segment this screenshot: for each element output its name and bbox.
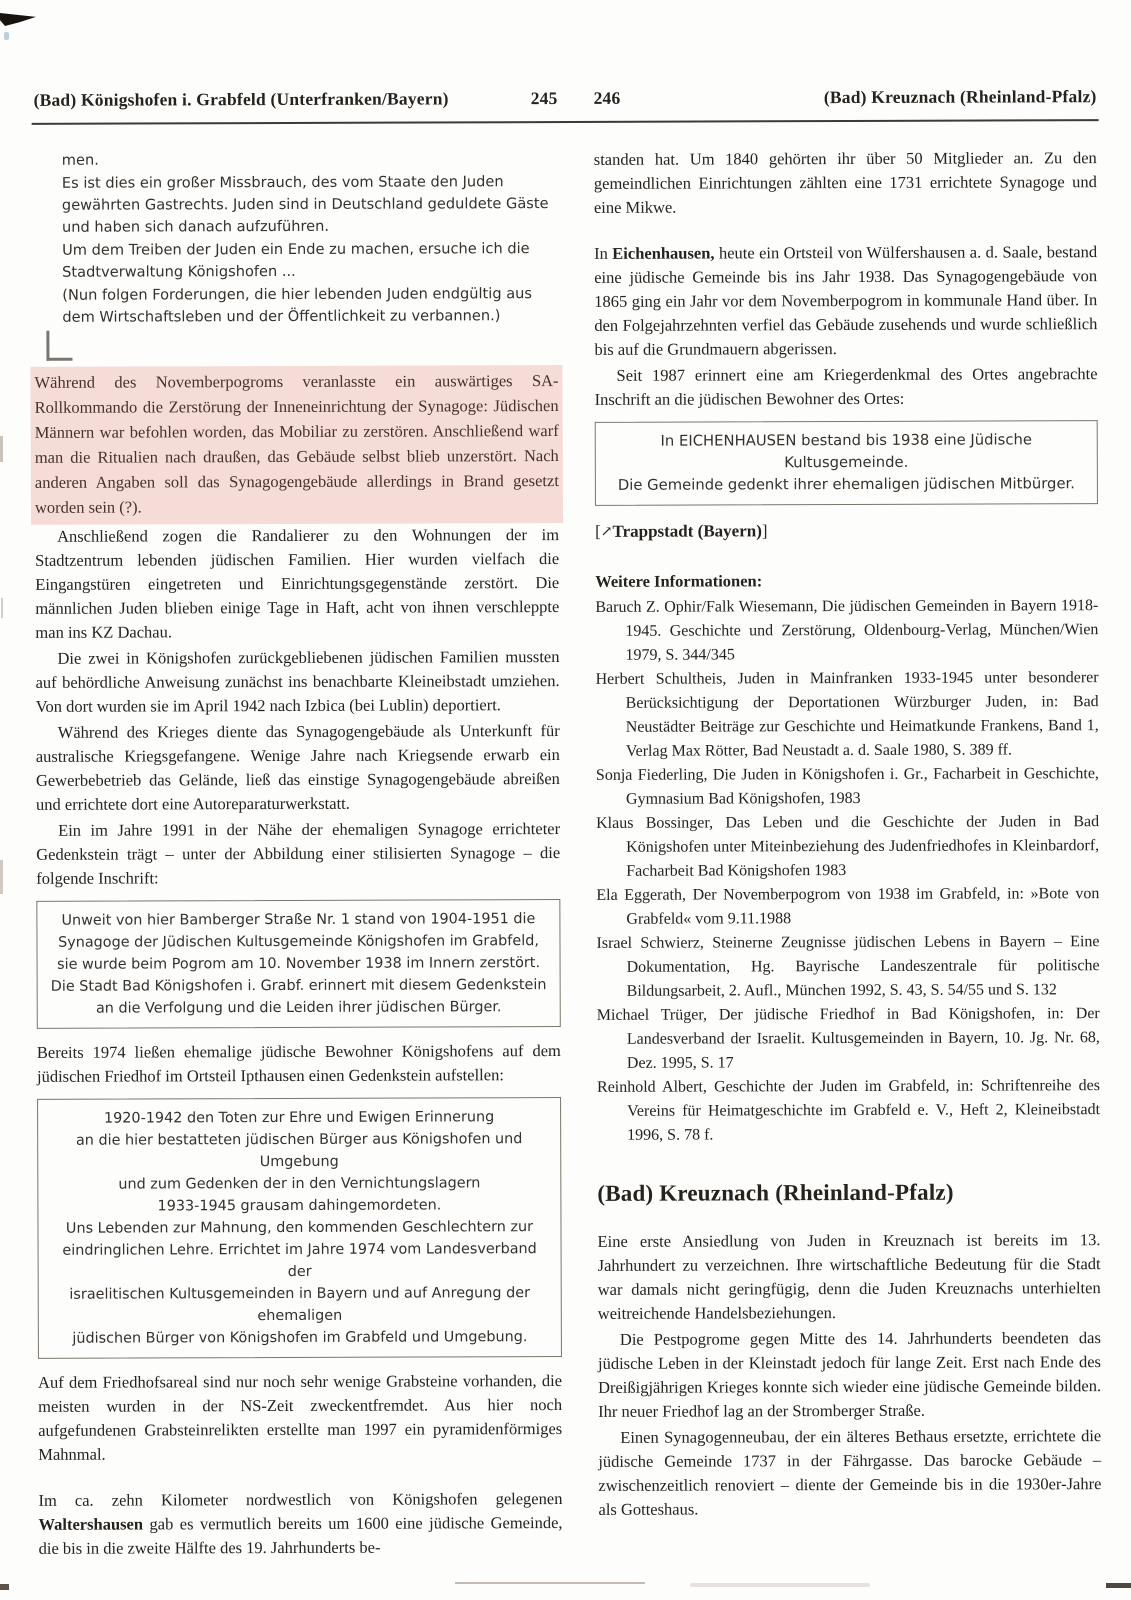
- paragraph-text: In: [594, 243, 613, 263]
- quote-paragraph: (Nun folgen Forderungen, die hier lebenden Juden endgültig aus dem Wirtschaftsleben und der Öffentlichkeit zu verbannen.): [62, 285, 533, 326]
- inscription-line: und zum Gedenken der in den Vernichtungslagern: [118, 1175, 481, 1193]
- inscription-line: an die hier bestatteten jüdischen Bürger aus Königshofen und Umgebung: [75, 1131, 523, 1171]
- paragraph-text: Im ca. zehn Kilometer nordwestlich von Königshofen gelegenen: [38, 1489, 563, 1510]
- cross-reference: [595, 518, 1098, 546]
- inscription-line: israelitischen Kultusgemeinden in Bayern und auf Anregung der ehemaligen: [69, 1285, 531, 1325]
- inscription-line: eindringlichen Lehre. Errichtet im Jahre 1974 vom Landesverband der: [62, 1241, 537, 1280]
- paragraph-pestpogrome: Die Pestpogrome gegen Mitte des 14. Jahrhunderts beendeten das jüdische Leben in der Kleinstadt jedoch für lange Zeit. Erst nach Ende des Dreißigjährigen Krieges konnte sich wieder eine jüdische Gemeinde bilden. Ihr neuer Friedhof lag an der Stromberger Straße.: [597, 1328, 1102, 1421]
- paragraph-bereits-1974: Bereits 1974 ließen ehemalige jüdische Bewohner Königshofens auf dem jüdischen Friedhof im Ortsteil Ipthausen einen Gedenkstein aufstellen:: [36, 1041, 561, 1086]
- paragraph-text: heute ein Ortsteil von Wülfershausen a. d. Saale, bestand eine jüdische Gemeinde bis ins Jahr 1938. Das Synagogengebäude von 1865 ging ein Jahr vor dem Novemberpogrom in kommunale Hand über. In den Folgejahrzehnten verfiel das Gebäude zusehends und wurde schließlich bis auf die Grundmauern abgerissen.: [594, 242, 1098, 359]
- inscription-line: sie wurde beim Pogrom am 10. November 1938 im Innern zerstört.: [57, 955, 541, 973]
- left-column: [34, 148, 563, 1563]
- quote-paragraph: Um dem Treiben der Juden ein Ende zu machen, ersuche ich die Stadtverwaltung Königshofen ...: [62, 240, 530, 281]
- cross-reference-arrow-icon: ↗: [600, 524, 613, 540]
- cross-reference-label: Trappstadt (Bayern): [612, 521, 762, 541]
- bibliography-list: [595, 594, 1100, 1148]
- running-head: [34, 86, 1097, 111]
- bracket-close: ]: [761, 521, 768, 541]
- paragraph-randalierer: Anschließend zogen die Randalierer zu den Wohnungen der im Stadtzentrum lebenden jüdischen Familien. Hier wurden vielfach die Eingangstüren eingetreten und Einrichtungsgegenstände zerstört. Die männlichen Juden blieben einige Tage in Haft, acht von ihnen verschleppte man ins KZ Dachau.: [35, 525, 560, 642]
- paragraph-text: gab es vermutlich bereits um 1600 eine jüdische Gemeinde, die bis in die zweite Hälfte des 19. Jahrhunderts be-: [38, 1513, 563, 1558]
- quote-paragraph: men.: [61, 151, 99, 169]
- bibliography-entry: Israel Schwierz, Steinerne Zeugnisse jüdischen Lebens in Bayern – Eine Dokumentation, Hg. Bayrische Landeszentrale für politische Bildungsarbeit, 2. Aufl., München 1992, S. 43, S. 54/55 und S. 132: [596, 933, 1100, 1000]
- right-column: [594, 146, 1102, 1561]
- paragraph-krieg: Während des Krieges diente das Synagogengebäude als Unterkunft für australische Kriegsgefangene. Wenige Jahre nach Kriegsende erwarb ein Gewerbebetrieb das Gelände, ließ das einstige Synagogengebäude abreißen und errichtete dort eine Autoreparaturwerkstatt.: [35, 721, 560, 814]
- paragraph-ansiedlung: Eine erste Ansiedlung von Juden in Kreuznach ist bereits im 13. Jahrhundert zu verzeichnen. Ihre wirtschaftliche Bedeutung für die Stadt war damals nicht geringfügig, denn die Juden Kreuznachs unterhielten weitreichende Handelsbeziehungen.: [597, 1230, 1101, 1323]
- two-column-text: [34, 146, 1102, 1563]
- inscription-line: Die Gemeinde gedenkt ihrer ehemaligen jüdischen Mitbürger.: [617, 475, 1075, 494]
- memorial-inscription-box-1: [36, 899, 560, 1029]
- bibliography-entry: Reinhold Albert, Geschichte der Juden im Grabfeld, in: Schriftenreihe des Vereins für Heimatgeschichte im Grabfeld e. V., Heft 2, Kleineibstadt 1996, S. 78 f.: [596, 1077, 1101, 1144]
- inscription-line: Die Stadt Bad Königshofen i. Grabf. erinnert mit diesem Gedenkstein: [50, 977, 547, 995]
- paragraph-eichenhausen: [594, 240, 1097, 362]
- inscription-line: 1933-1945 grausam dahingemordeten.: [157, 1197, 442, 1215]
- paragraph-synagogenneubau: Einen Synagogenneubau, der ein älteres Bethaus ersetzte, errichtete die jüdische Gemeinde 1737 in der Fährgasse. Das barocke Gebäude – zwischenzeitlich renoviert – diente der Gemeinde bis in die 1930er-Jahre als Gotteshaus.: [598, 1426, 1102, 1519]
- highlighted-passage: Während des Novemberpogroms veranlasste ein auswärtiges SA-Rollkommando die Zerstörung der Inneneinrichtung der Synagoge: Jüdischen Männern war befohlen worden, das Mobiliar zu zerstören. Anschließend warf man die Ritualien nach draußen, das Gebäude selbst blieb unzerstört. Nach anderen Angaben soll das Synagogengebäude allerdings in Brand gesetzt worden sein (?).: [30, 365, 563, 525]
- more-information-heading: Weitere Informationen:: [595, 571, 763, 591]
- paragraph-seit-1987: Seit 1987 erinnert eine am Kriegerdenkmal des Ortes angebrachte Inschrift an die jüdischen Bewohner des Ortes:: [594, 364, 1098, 409]
- section-heading-bad-kreuznach: (Bad) Kreuznach (Rheinland-Pfalz): [597, 1179, 954, 1206]
- place-name-bold: Eichenhausen,: [612, 243, 715, 263]
- bibliography-entry: Sonja Fiederling, Die Juden in Königshofen i. Gr., Facharbeit in Geschichte, Gymnasium Bad Königshofen, 1983: [595, 765, 1099, 808]
- bibliography-entry: Michael Trüger, Der jüdische Friedhof in Bad Königshofen, in: Der Landesverband der Israelit. Kultusgemeinden in Bayern, 10. Jg. Nr. 68, Dez. 1995, S. 17: [596, 1005, 1100, 1072]
- place-name-bold: Waltershausen: [38, 1514, 144, 1534]
- memorial-inscription-box-eichenhausen: [595, 420, 1098, 506]
- paragraph-friedhofsareal: Auf dem Friedhofsareal sind nur noch sehr wenige Grabsteine vorhanden, die meisten wurden in der NS-Zeit zweckentfremdet. Aus hier noch aufgefundenen Grabsteinrelikten erstellte man 1997 ein pyramidenförmiges Mahnmal.: [37, 1371, 563, 1464]
- inscription-line: an die Verfolgung und die Leiden ihrer jüdischen Bürger.: [95, 999, 502, 1017]
- bracket-open: [: [595, 521, 601, 541]
- paragraph-familien: Die zwei in Königshofen zurückgebliebenen jüdischen Familien mussten auf behördliche Anweisung zunächst ins benachbarte Kleineibstadt umziehen. Von dort wurden sie im April 1942 nach Izbica (bei Lublin) deportiert.: [35, 647, 560, 716]
- paragraph-standen: standen hat. Um 1840 gehörten ihr über 50 Mitglieder an. Zu den gemeindlichen Einrichtungen zählten eine 1731 errichtete Synagoge und eine Mikwe.: [593, 148, 1097, 217]
- paragraph-waltershausen: [38, 1487, 562, 1561]
- bibliography-entry: Herbert Schultheis, Juden in Mainfranken 1933-1945 unter besonderer Berücksichtigung der Deportationen Würzburger Juden, in: Bad Neustädter Beiträge zur Geschichte und Heimatkunde Frankens, Band 1, Verlag Max Rötter, Bad Neustadt a. d. Saale 1980, S. 389 ff.: [595, 669, 1099, 760]
- running-head-left-title: (Bad) Königshofen i. Grabfeld (Unterfranken/Bayern): [33, 88, 449, 110]
- bibliography-entry: Baruch Z. Ophir/Falk Wiesemann, Die jüdischen Gemeinden in Bayern 1918-1945. Geschichte und Zerstörung, Oldenbourg-Verlag, München/Wien 1979, S. 344/345: [595, 597, 1099, 664]
- pencil-bracket-mark: [46, 331, 72, 361]
- bibliography-entry: Klaus Bossinger, Das Leben und die Geschichte der Juden in Bad Königshofen unter Miteinbeziehung des Judenfriedhofes in Kleinbardorf, Facharbeit Bad Königshofen 1983: [596, 813, 1100, 880]
- page-number-245: 245: [530, 88, 558, 109]
- quote-paragraph: Es ist dies ein großer Missbrauch, des vom Staate den Juden gewährten Gastrechts. Juden sind in Deutschland geduldete Gäste und haben sich danach aufzuführen.: [61, 173, 549, 236]
- bibliography-entry: Ela Eggerath, Der Novemberpogrom von 1938 im Grabfeld, in: »Bote von Grabfeld« vom 9.11.1988: [596, 885, 1100, 928]
- running-head-right-title: (Bad) Kreuznach (Rheinland-Pfalz): [823, 86, 1097, 108]
- inscription-line: Synagoge der Jüdischen Kultusgemeinde Königshofen im Grabfeld,: [58, 933, 539, 951]
- inscription-line: jüdischen Bürger von Königshofen im Grabfeld und Umgebung.: [72, 1329, 528, 1347]
- paragraph-gedenkstein-1991: Ein im Jahre 1991 in der Nähe der ehemaligen Synagoge errichteter Gedenkstein trägt – unter der Abbildung einer stilisierten Synagoge – die folgende Inschrift:: [36, 819, 561, 888]
- inscription-line: In EICHENHAUSEN bestand bis 1938 eine Jüdische Kultusgemeinde.: [660, 431, 1032, 472]
- inscription-line: 1920-1942 den Toten zur Ehre und Ewigen Erinnerung: [103, 1109, 495, 1127]
- page-number-246: 246: [593, 87, 621, 108]
- inscription-line: Unweit von hier Bamberger Straße Nr. 1 stand von 1904-1951 die: [61, 911, 536, 929]
- quoted-letter-block: [62, 148, 559, 329]
- memorial-inscription-box-2: [37, 1097, 562, 1359]
- inscription-line: Uns Lebenden zur Mahnung, den kommenden Geschlechtern zur: [65, 1219, 534, 1237]
- header-rule: [32, 119, 1099, 125]
